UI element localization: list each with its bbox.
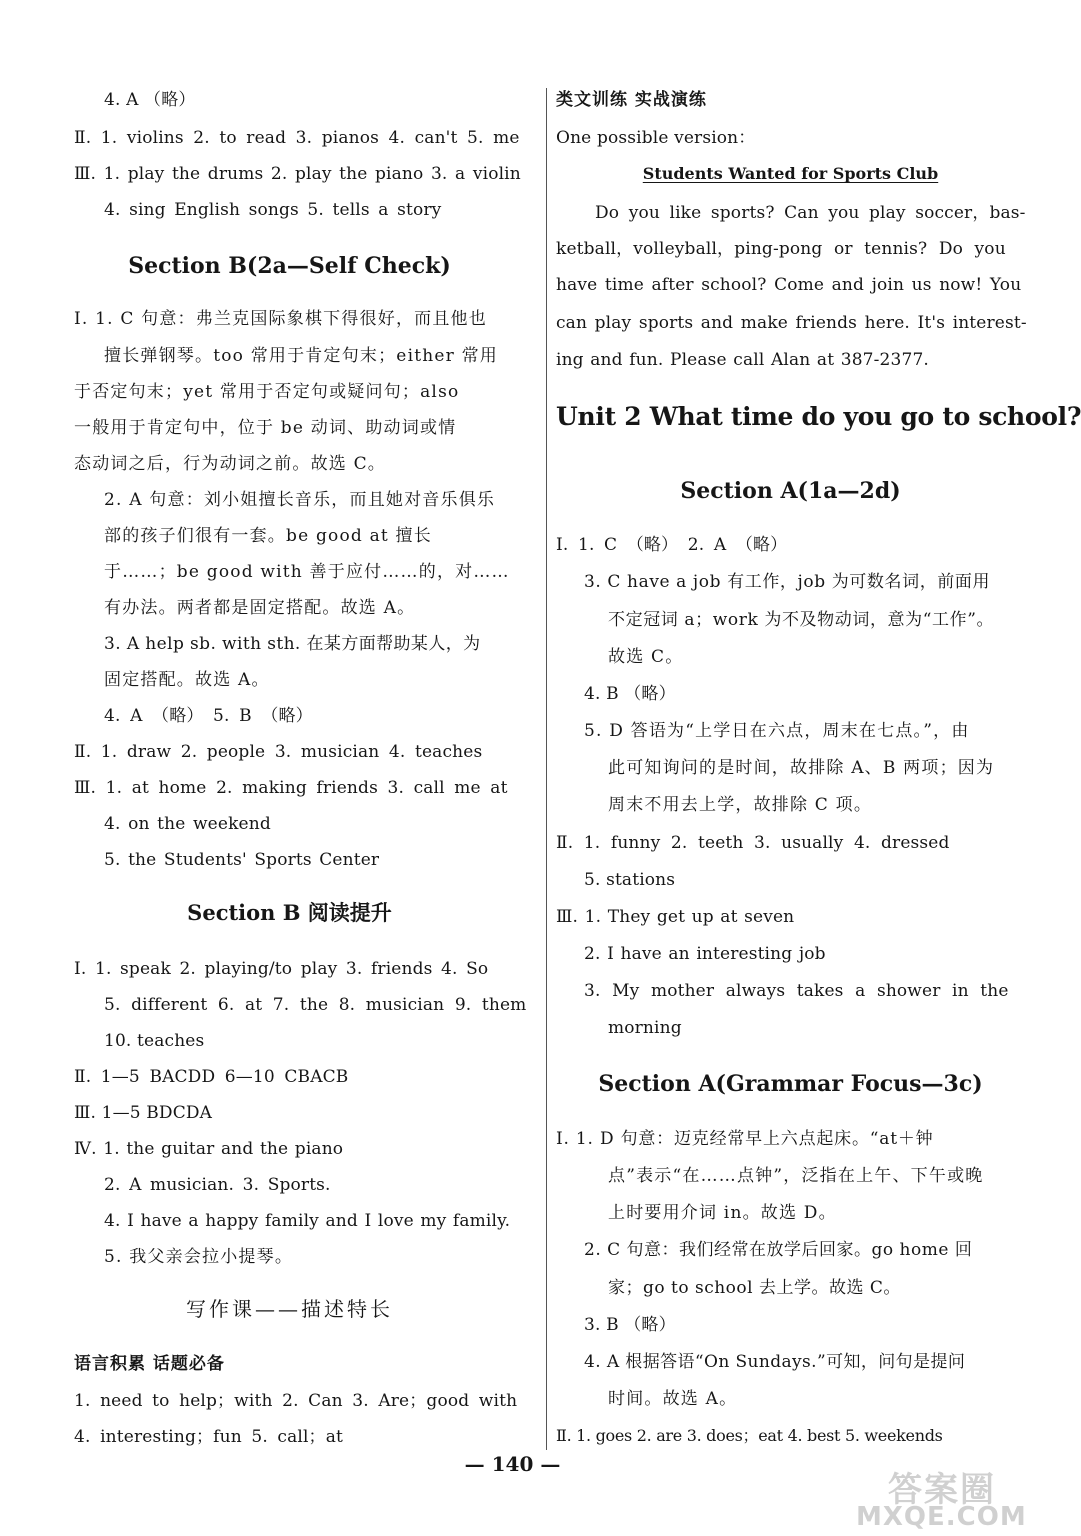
answer-line: 2. A 句意：刘小姐擅长音乐，而且她对音乐俱乐: [104, 490, 496, 510]
section-heading: Section B(2a—Self Check): [128, 253, 451, 279]
section-heading: Section B 阅读提升: [187, 900, 392, 925]
answer-line: 2. A musician. 3. Sports.: [104, 1175, 331, 1195]
column-divider: [546, 88, 547, 1450]
answer-line: 上时要用介词 in。故选 D。: [608, 1203, 837, 1223]
answer-line: 2. I have an interesting job: [584, 944, 826, 964]
answer-line: 4. A 根据答语“On Sundays.”可知，问句是提问: [584, 1352, 966, 1372]
answer-line: 4. interesting；fun 5. call；at: [74, 1427, 343, 1447]
answer-line: Ⅰ. 1. C （略） 2. A （略）: [556, 535, 788, 555]
answer-line: 擅长弹钢琴。too 常用于肯定句末；either 常用: [104, 346, 498, 366]
answer-line: 4. B （略）: [584, 684, 676, 704]
answer-line: 4. sing English songs 5. tells a story: [104, 200, 442, 220]
answer-line: Ⅱ. 1—5 BACDD 6—10 CBACB: [74, 1067, 349, 1087]
answer-line: 2. C 句意：我们经常在放学后回家。go home 回: [584, 1240, 973, 1260]
practice-heading: 类文训练 实战演练: [556, 90, 707, 110]
answer-line: 态动词之后，行为动词之前。故选 C。: [74, 454, 387, 474]
answer-line: Ⅱ. 1. funny 2. teeth 3. usually 4. dressed: [556, 833, 950, 853]
essay-line: have time after school? Come and join us now! You: [556, 275, 1022, 295]
answer-line: 4. I have a happy family and I love my family.: [104, 1211, 511, 1231]
answer-line: 家；go to school 去上学。故选 C。: [608, 1278, 901, 1298]
answer-line: 3. C have a job 有工作，job 为可数名词，前面用: [584, 572, 991, 592]
essay-title: Students Wanted for Sports Club: [642, 164, 939, 183]
answer-line: 于否定句末；yet 常用于否定句或疑问句；also: [74, 382, 460, 402]
answer-line: Ⅳ. 1. the guitar and the piano: [74, 1139, 344, 1159]
answer-line: 周末不用去上学，故排除 C 项。: [608, 795, 873, 815]
answer-line: 5. the Students' Sports Center: [104, 850, 380, 870]
answer-line: Ⅲ. 1. at home 2. making friends 3. call me at: [74, 778, 508, 798]
answer-line: 10. teaches: [104, 1031, 205, 1051]
essay-line: ketball，volleyball，ping-pong or tennis? Do you: [556, 239, 1006, 259]
answer-line: 5. D 答语为“上学日在六点，周末在七点。”，由: [584, 721, 970, 741]
watermark-text-bottom: MXQE.COM: [856, 1502, 1027, 1532]
answer-line: Ⅰ. 1. D 句意：迈克经常早上六点起床。“at＋钟: [556, 1129, 934, 1149]
section-heading: Section A(Grammar Focus—3c): [598, 1071, 983, 1097]
writing-subheading: 语言积累 话题必备: [74, 1354, 225, 1374]
answer-line: 故选 C。: [608, 647, 684, 667]
answer-line: Ⅰ. 1. C 句意：弗兰克国际象棋下得很好，而且他也: [74, 309, 487, 329]
answer-line: 3. B （略）: [584, 1315, 676, 1335]
watermark-text-top: 答案圈: [888, 1470, 996, 1510]
answer-line: 4. A （略） 5. B （略）: [104, 706, 313, 726]
essay-line: can play sports and make friends here. It's interest-: [556, 313, 1027, 333]
essay-line: Do you like sports? Can you play soccer，bas-: [595, 203, 1026, 223]
answer-line: 一般用于肯定句中，位于 be 动词、助动词或情: [74, 418, 457, 438]
answer-line: morning: [608, 1018, 682, 1038]
page-number: — 140 —: [464, 1452, 561, 1476]
answer-line: 点”表示“在……点钟”，泛指在上午、下午或晚: [608, 1166, 984, 1186]
answer-line: Ⅲ. 1. They get up at seven: [556, 907, 795, 927]
unit-title: Unit 2 What time do you go to school?: [556, 402, 1081, 431]
answer-line: 1. need to help；with 2. Can 3. Are；good with: [74, 1391, 518, 1411]
answer-line: 3. My mother always takes a shower in the: [584, 981, 1009, 1001]
essay-line: ing and fun. Please call Alan at 387-2377.: [556, 350, 929, 370]
answer-line: 4. A （略）: [104, 90, 196, 110]
answer-line: Ⅲ. 1—5 BDCDA: [74, 1103, 213, 1123]
answer-line: 5. different 6. at 7. the 8. musician 9. them: [104, 995, 527, 1015]
answer-line: 固定搭配。故选 A。: [104, 670, 270, 690]
answer-line: 5. stations: [584, 870, 676, 890]
section-heading: Section A(1a—2d): [680, 478, 901, 504]
answer-line: 3. A help sb. with sth. 在某方面帮助某人，为: [104, 634, 481, 654]
answer-line: 此可知询问的是时间，故排除 A、B 两项；因为: [608, 758, 995, 778]
answer-line: Ⅱ. 1. draw 2. people 3. musician 4. teaches: [74, 742, 483, 762]
watermark-logo: [848, 1462, 1027, 1532]
section-heading: 写作课——描述特长: [186, 1297, 393, 1321]
answer-line: 4. on the weekend: [104, 814, 271, 834]
answer-line: 时间。故选 A。: [608, 1389, 738, 1409]
answer-line: Ⅲ. 1. play the drums 2. play the piano 3. a violin: [74, 164, 521, 184]
answer-line: Ⅱ. 1. goes 2. are 3. does；eat 4. best 5. weekends: [556, 1426, 943, 1445]
answer-line: Ⅱ. 1. violins 2. to read 3. pianos 4. can't 5. me: [74, 128, 520, 148]
answer-line: 部的孩子们很有一套。be good at 擅长: [104, 526, 432, 546]
answer-line: 有办法。两者都是固定搭配。故选 A。: [104, 598, 416, 618]
answer-line: Ⅰ. 1. speak 2. playing/to play 3. friends 4. So: [74, 959, 489, 979]
answer-line: 于……；be good with 善于应付……的，对……: [104, 562, 510, 582]
answer-line: 不定冠词 a；work 为不及物动词，意为“工作”。: [608, 610, 995, 630]
version-label: One possible version：: [556, 128, 756, 148]
answer-line: 5. 我父亲会拉小提琴。: [104, 1247, 294, 1267]
